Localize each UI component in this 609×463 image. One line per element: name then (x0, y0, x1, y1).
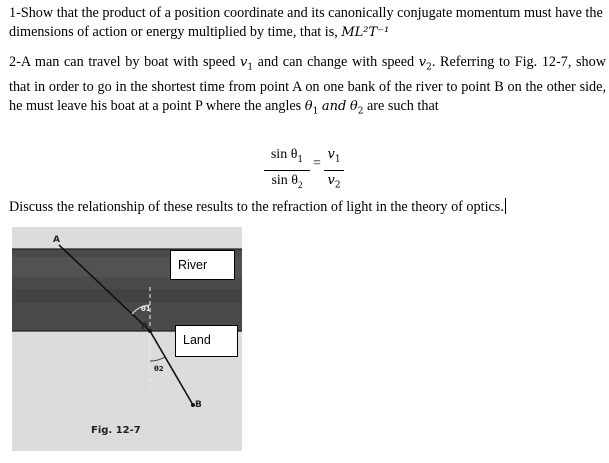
and-word: and (321, 98, 347, 114)
river-label-box: River (170, 250, 235, 280)
problem-2-mid2: . Referring to Fig. 12-7, show that in order to go in the shortest time from point A on one bank of the river to point B on the other side, he must leave his boat at a point P where the angles (9, 54, 606, 114)
text-cursor (505, 198, 506, 214)
point-p-dot (148, 329, 152, 333)
label-theta2: θ2 (154, 365, 164, 373)
speed-v2: $v_2$ (418, 55, 432, 73)
problem-2-end: are such that (363, 97, 439, 114)
label-p: P (141, 322, 148, 332)
fraction-bar-right (324, 170, 344, 171)
discussion-text (9, 198, 607, 217)
angle-theta1: $\theta_1$ (304, 98, 319, 117)
sine-fraction (264, 146, 310, 194)
problem-1-text (9, 4, 607, 42)
label-a: A (53, 235, 60, 245)
problem-2-intro: 2-A man can travel by boat with speed (9, 54, 240, 70)
water-texture-2 (12, 289, 242, 303)
dimension-formula: ML²T⁻¹ (341, 25, 390, 40)
problem-1-body: 1-Show that the product of a position coordinate and its canonically conjugate momentum must have the dimensions of action or energy multiplied by time, that is, (9, 5, 603, 40)
fraction-bar-left (264, 170, 310, 171)
problem-2-mid1: and can change with speed (253, 54, 419, 70)
speed-fraction (324, 146, 344, 194)
label-theta1: θ1 (141, 305, 151, 313)
equals-sign: = (313, 156, 321, 171)
v2-denominator: $v_2$ (327, 172, 341, 191)
v1-numerator: $v_1$ (327, 147, 341, 165)
angle-theta2: $\theta_2$ (349, 98, 364, 117)
sin-theta2: $\sin \theta_2$ (271, 172, 303, 190)
label-b: B (195, 400, 202, 410)
sin-theta1: $\sin \theta_1$ (270, 147, 304, 165)
problem-2-text (9, 53, 606, 121)
figure-caption: Fig. 12-7 (91, 425, 141, 436)
speed-v1: $v_1$ (239, 55, 254, 73)
discussion-body: Discuss the relationship of these results to the refraction of light in the theory of optics. (9, 199, 504, 215)
land-label-box: Land (175, 325, 238, 357)
